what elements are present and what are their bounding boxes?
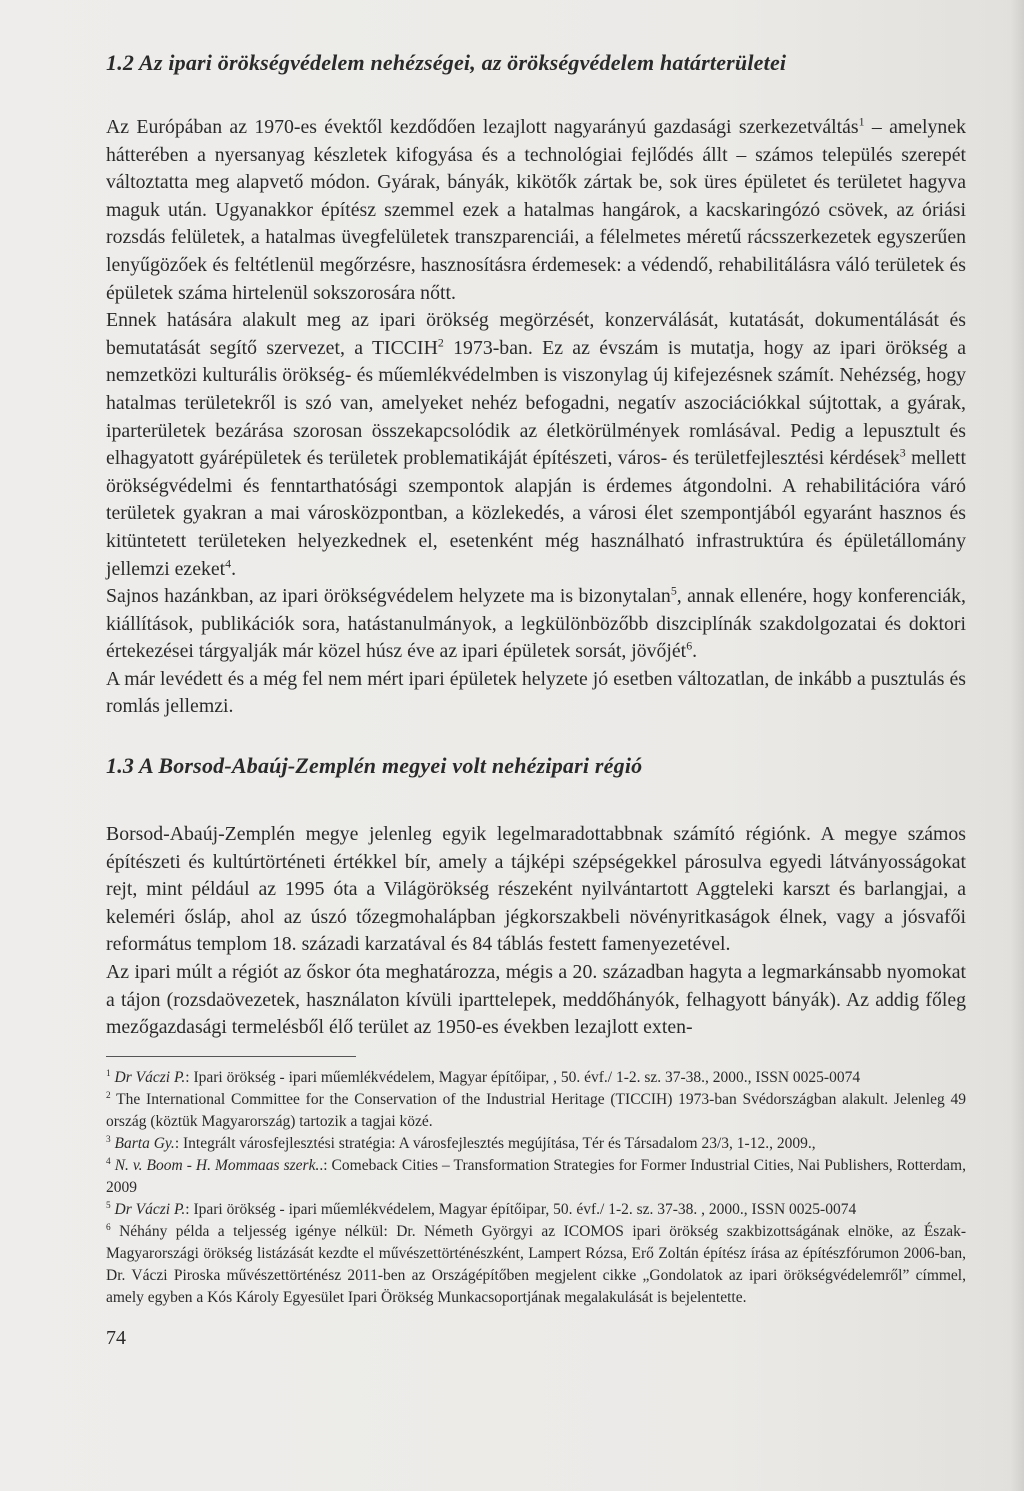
footnote-3: $^3$ Barta Gy.: Integrált városfejlesztési stratégia: A városfejlesztés megújítása, Tér és Társadalom 23/3, 1-12., 2009., bbox=[106, 1134, 816, 1152]
paragraph: A már levédett és a még fel nem mért ipari épületek helyzete jó esetben változatlan, de inkább a pusztulás és romlás jellemzi. bbox=[106, 667, 966, 718]
footnote-4: $^4$ N. v. Boom - H. Mommaas szerk..: Comeback Cities – Transformation Strategies for Former Industrial Cities, Nai Publishers, Rotterdam, 2009 bbox=[106, 1156, 966, 1196]
footnote-ref: 4 bbox=[225, 555, 232, 570]
paragraph: Az Európában az 1970-es évektől kezdődően lezajlott nagyarányú gazdasági szerkezetváltás$^1$ – amelynek hátterében a nyersanyag készletek kifogyása és a technológiai fejlődés állt – számos település szerepét változtatta meg alapvető módon. Gyárak, bányák, kikötők zártak be, sok üres épületet és területet hagyva maguk után. Ugyanakkor építész szemmel ezek a hatalmas hangárok, a kacskaringózó csövek, az óriási rozsdás felületek, a hatalmas üvegfelületek transzparenciái, a félelmetes méretű rácsszerkezetek egyszerűen lenyűgözőek és feltétlenül megőrzésre, hasznosításra érdemesek: a védendő, rehabilitálásra váló területek és épületek száma hirtelenül sokszorosára nőtt. bbox=[106, 114, 966, 304]
footnote-ref: 2 bbox=[106, 1090, 111, 1101]
section-1-3-body bbox=[106, 821, 966, 1042]
section-1-2-body bbox=[106, 114, 966, 721]
footnote-1: $^1$ Dr Váczi P.: Ipari örökség - ipari műemlékvédelem, Magyar építőipar, , 50. évf./ 1-2. sz. 37-38., 2000., ISSN 0025-0074 bbox=[106, 1068, 861, 1086]
section-heading-1-2: 1.2 Az ipari örökségvédelem nehézségei, az örökségvédelem határterületei bbox=[106, 50, 787, 75]
footnote-ref: 5 bbox=[670, 583, 677, 598]
footnote-separator bbox=[106, 1056, 356, 1057]
paragraph: Az ipari múlt a régiót az őskor óta meghatározza, mégis a 20. században hagyta a legmarkánsabb nyomokat a tájon (rozsdaövezetek, használaton kívüli iparttelepek, meddőhányók, felhagyott bányák). Az addig főleg mezőgazdasági termelésből élő terület az 1950-es években lezajlott exten- bbox=[106, 961, 966, 1039]
footnote-2: $^2$ The International Committee for the Conservation of the Industrial Heritage (TICCIH) 1973-ban Svédországban alakult. Jelenleg 49 ország (köztük Magyarország) tartozik a tagjai közé. bbox=[106, 1090, 966, 1130]
page-content bbox=[106, 40, 966, 1350]
author-name: N. v. Boom - H. Mommaas szerk. bbox=[114, 1156, 320, 1174]
author-name: Barta Gy. bbox=[114, 1134, 175, 1152]
section-heading-1-3: 1.3 A Borsod-Abaúj-Zemplén megyei volt nehézipari régió bbox=[106, 753, 643, 779]
paragraph: Ennek hatására alakult meg az ipari örökség megörzését, konzerválását, kutatását, dokumentálását és bemutatását segítő szervezet, a TICCIH$^2$ 1973-ban. Ez az évszám is mutatja, hogy az ipari örökség a nemzetközi kulturális örökség- és műemlékvédelmben is viszonylag új kifejezésnek számít. Nehézség, hogy hatalmas területekről is szó van, amelyeket nehéz befogadni, negatív aszociációkkal sújtottak, a gyárak, iparterületek bezárása szorosan összekapcsolódik az életkörülmények romlásával. Pedig a lepusztult és elhagyatott gyárépületek és területek problematikáját építészeti, város- és területfejlesztési kérdések$^3$ mellett örökségvédelmi és fenntarthatósági szempontok alapján is érdemes átgondolni. A rehabilitációra váró területek gyakran a mai városközpontban, a közlekedés, a városi élet szempontjából egyaránt hasznos és kitüntetett területeken helyezkednek el, esetenként még használható infrastruktúra és épületállomány jellemzi ezeket$^4$. bbox=[106, 309, 966, 580]
footnote-ref: 1 bbox=[858, 114, 865, 129]
author-name: Dr Váczi P. bbox=[114, 1068, 186, 1086]
footnote-ref: 6 bbox=[686, 638, 693, 653]
author-name: Dr Váczi P. bbox=[114, 1200, 186, 1218]
paragraph: Borsod-Abaúj-Zemplén megye jelenleg egyik legelmaradottabbnak számító régiónk. A megye számos építészeti és kultúrtörténeti értékkel bír, amely a tájképi szépségekkel párosulva egyedi látványosságokat rejt, mint például az 1995 óta a Világörökség részeként nyilvántartott Aggteleki karszt és barlangjai, a keleméri ősláp, ahol az úszó tőzegmohalápban jégkorszakbeli növényritkaságok élnek, vagy a jósvafői református templom 18. századi karzatával és 84 táblás festett famenyezetével. bbox=[106, 823, 966, 956]
page-edge-shadow bbox=[1010, 0, 1024, 1491]
paragraph: Sajnos hazánkban, az ipari örökségvédelem helyzete ma is bizonytalan$^5$, annak ellenére, hogy konferenciák, kiállítások, publikációk sora, hatástanulmányok, a legkülönbözőbb diszciplínák szakdolgozatai és doktori értekezései tárgyalják már közel húsz éve az ipari épületek sorsát, jövőjét$^6$. bbox=[106, 583, 966, 663]
footnote-ref: 6 bbox=[106, 1222, 111, 1233]
footnote-ref: 3 bbox=[899, 445, 906, 460]
footnotes bbox=[106, 1067, 966, 1309]
footnote-ref: 5 bbox=[106, 1200, 111, 1211]
footnote-ref: 3 bbox=[106, 1134, 111, 1145]
footnote-ref: 4 bbox=[106, 1156, 111, 1167]
page-number: 74 bbox=[106, 1326, 126, 1349]
footnote-5: $^5$ Dr Váczi P.: Ipari örökség - ipari műemlékvédelem, Magyar építőipar, 50. évf./ 1-2. sz. 37-38. , 2000., ISSN 0025-0074 bbox=[106, 1200, 857, 1218]
footnote-6: $^6$ Néhány példa a teljesség igénye nélkül: Dr. Németh Györgyi az ICOMOS ipari örökség szakbizottságának elnöke, az Észak-Magyarországi örökség listázását kezdte el művészettörténészként, Lampert Rózsa, Erő Zoltán építész írása az építészfórumon 2006-ban, Dr. Váczi Piroska művészettörténész 2011-ben az Országépítőben megjelent cikke „Gondolatok az ipari örökségvédelemről” címmel, amely egyben a Kós Károly Egyesület Ipari Örökség Munkacsoportjának megalakulását is bejelentette. bbox=[106, 1222, 966, 1306]
footnote-ref: 2 bbox=[437, 335, 444, 350]
footnote-ref: 1 bbox=[106, 1068, 111, 1079]
